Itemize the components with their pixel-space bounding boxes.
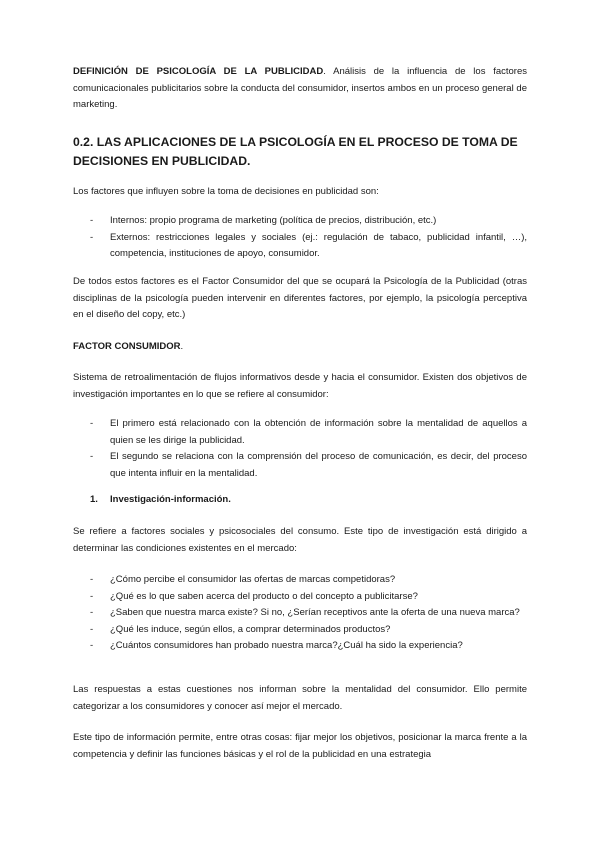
bullet-dash: -	[90, 451, 94, 462]
bullet-dash: -	[90, 574, 94, 585]
research-paragraph: Se refiere a factores sociales y psicosociales del consumo. Este tipo de investigación está dirigido a determinar las condiciones existentes en el mercado:	[73, 526, 527, 554]
bullet-dash: -	[90, 640, 94, 651]
list-item: - ¿Saben que nuestra marca existe? Si no, ¿Serían receptivos ante la oferta de una nueva marca?	[90, 605, 527, 622]
information-paragraph: Este tipo de información permite, entre otras cosas: fijar mejor los objetivos, posicionar la marca frente a la competencia y definir las funciones básicas y el rol de la publicidad en una estrategia	[73, 732, 527, 760]
definition-text: . Análisis de la influencia de los factores comunicacionales publicitarios sobre la conducta del consumidor, insertos ambos en un proceso general de marketing.	[73, 66, 527, 110]
consumer-factor-paragraph: De todos estos factores es el Factor Consumidor del que se ocupará la Psicología de la Publicidad (otras disciplinas de la psicología pueden intervenir en diferentes factores, por ejemplo, la psicología perceptiva en el diseño del copy, etc.)	[73, 276, 527, 320]
definition-term: DEFINICIÓN DE PSICOLOGÍA DE LA PUBLICIDAD	[73, 66, 324, 77]
factor-consumidor-title: FACTOR CONSUMIDOR.	[73, 341, 184, 352]
list-item: - El segundo se relaciona con la comprensión del proceso de comunicación, es decir, del proceso que intenta influir en la mentalidad.	[90, 451, 527, 479]
bullet-dash: -	[90, 607, 94, 618]
bullet-dash: -	[90, 231, 94, 243]
bullet-dash: -	[90, 215, 94, 226]
list-item: - Internos: propio programa de marketing (política de precios, distribución, etc.)	[90, 213, 527, 230]
section-heading-0-2: 0.2. LAS APLICACIONES DE LA PSICOLOGÍA EN EL PROCESO DE TOMA DE DECISIONES EN PUBLICIDAD.	[73, 135, 518, 168]
list-item: - ¿Cuántos consumidores han probado nuestra marca?¿Cuál ha sido la experiencia?	[90, 638, 527, 655]
list-item: - ¿Cómo percibe el consumidor las ofertas de marcas competidoras?	[90, 572, 527, 589]
list-item: - ¿Qué es lo que saben acerca del producto o del concepto a publicitarse?	[90, 589, 527, 606]
bullet-dash: -	[90, 418, 94, 429]
factors-list	[90, 213, 527, 263]
list-item: - ¿Qué les induce, según ellos, a comprar determinados productos?	[90, 622, 527, 639]
list-item: - El primero está relacionado con la obtención de información sobre la mentalidad de aquellos a quien se les dirige la publicidad.	[90, 418, 527, 446]
questions-list	[90, 572, 527, 655]
bullet-dash: -	[90, 623, 94, 635]
list-item: - Externos: restricciones legales y sociales (ej.: regulación de tabaco, publicidad infantil, …), competencia, instituciones de apoyo, consumidor.	[90, 231, 527, 259]
factors-intro-paragraph: Los factores que influyen sobre la toma de decisiones en publicidad son:	[73, 186, 379, 197]
numbered-section-heading: 1. Investigación-información.	[90, 494, 231, 505]
answers-paragraph: Las respuestas a estas cuestiones nos informan sobre la mentalidad del consumidor. Ello permite categorizar a los consumidores y conocer así mejor el mercado.	[73, 684, 527, 712]
feedback-system-paragraph: Sistema de retroalimentación de flujos informativos desde y hacia el consumidor. Existen dos objetivos de investigación importantes en lo que se refiere al consumidor:	[73, 372, 527, 400]
objectives-list	[90, 416, 527, 482]
bullet-dash: -	[90, 590, 94, 602]
definition-paragraph	[73, 64, 527, 114]
